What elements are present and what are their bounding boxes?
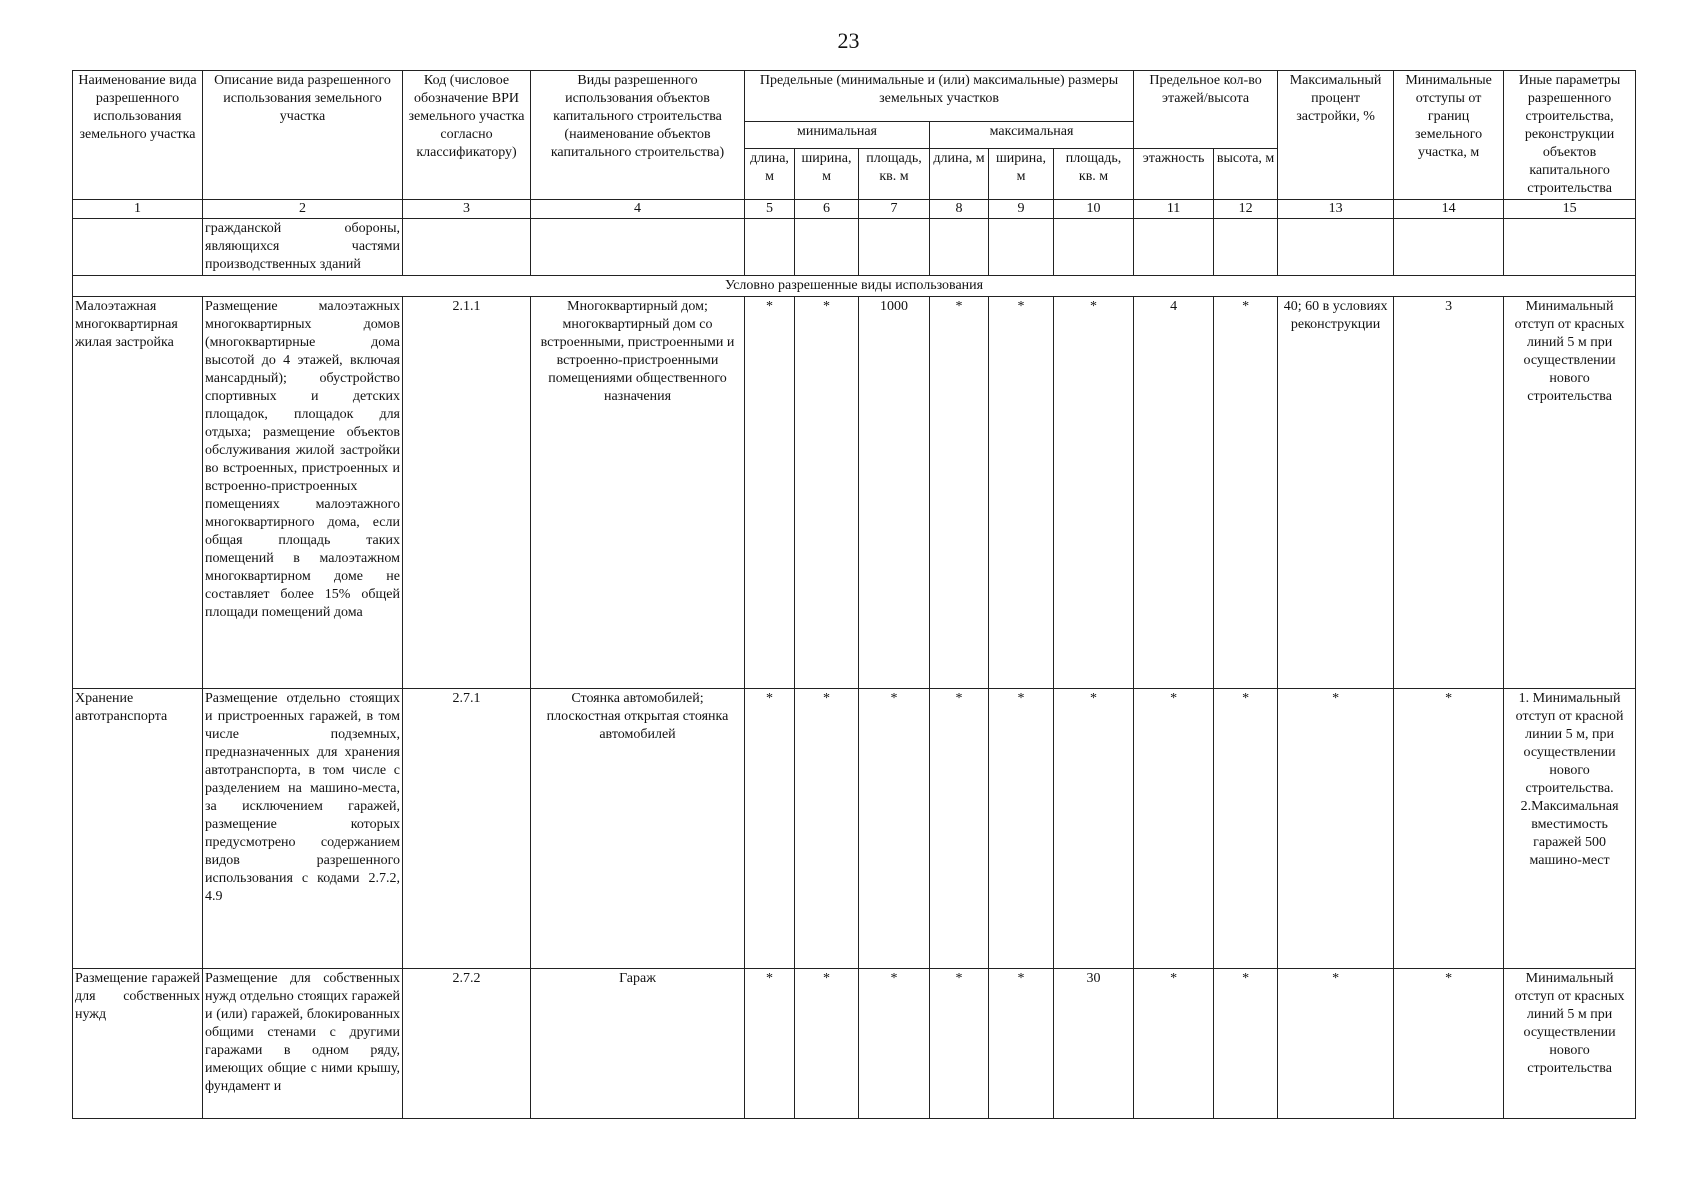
column-number: 14 [1394,200,1504,219]
use-code: 2.7.1 [403,689,531,969]
use-description: Размещение малоэтажных многоквартирных домов (многоквартирные дома высотой до 4 этажей, включая мансардный); обустройство спортивных и детских площадок, площадок для отдыха; размещение объектов обслуживания жилой застройки во встроенных, пристроенных и встроенно-пристроенных помещениях малоэтажного многоквартирного дома, если общая площадь таких помещений в малоэтажном многоквартирном доме не составляет более 15% общей площади помещений дома [203,297,403,689]
header-max: максимальная [930,121,1134,148]
table-row [73,297,1636,689]
column-number: 3 [403,200,531,219]
continuation-row [73,219,1636,276]
other-params: Минимальный отступ от красных линий 5 м при осуществлении нового строительства [1504,297,1636,689]
use-description: Размещение для собственных нужд отдельно стоящих гаражей и (или) гаражей, блокированных общими стенами с другими гаражами в одном ряду, имеющих общие с ними крышу, фундамент и [203,969,403,1119]
max-area: 30 [1054,969,1134,1119]
max-width: * [989,297,1054,689]
coverage: * [1278,689,1394,969]
column-number: 12 [1214,200,1278,219]
use-objects: Гараж [531,969,745,1119]
max-width: * [989,689,1054,969]
use-name: Малоэтажная многоквартирная жилая застройка [73,297,203,689]
use-name: Хранение автотранспорта [73,689,203,969]
min-length: * [745,969,795,1119]
use-code: 2.7.2 [403,969,531,1119]
min-length: * [745,297,795,689]
min-width: * [795,969,859,1119]
column-number: 11 [1134,200,1214,219]
column-number: 15 [1504,200,1636,219]
use-description: Размещение отдельно стоящих и пристроенных гаражей, в том числе подземных, предназначенных для хранения автотранспорта, в том числе с разделением на машино-места, за исключением гаражей, размещение которых предусмотрено содержанием видов разрешенного использования с кодами 2.7.2, 4.9 [203,689,403,969]
header-max-area: площадь, кв. м [1054,149,1134,200]
page-number: 23 [837,28,860,53]
min-width: * [795,689,859,969]
column-number: 13 [1278,200,1394,219]
header-min-area: площадь, кв. м [859,149,930,200]
max-length: * [930,689,989,969]
column-number: 4 [531,200,745,219]
header-name: Наименование вида разрешенного использования земельного участка [73,71,203,200]
header-code: Код (числовое обозначение ВРИ земельного участка согласно классификатору) [403,71,531,200]
min-area: * [859,689,930,969]
coverage: * [1278,969,1394,1119]
max-area: * [1054,297,1134,689]
use-objects: Многоквартирный дом; многоквартирный дом со встроенными, пристроенными и встроенно-пристроенными помещениями общественного назначения [531,297,745,689]
header-max-length: длина, м [930,149,989,200]
column-number: 10 [1054,200,1134,219]
header-min-width: ширина, м [795,149,859,200]
other-params: Минимальный отступ от красных линий 5 м при осуществлении нового строительства [1504,969,1636,1119]
column-number: 8 [930,200,989,219]
column-number: 2 [203,200,403,219]
column-numbers-row [73,200,1636,219]
use-name: Размещение гаражей для собственных нужд [73,969,203,1119]
header-objects: Виды разрешенного использования объектов капитального строительства (наименование объектов капитального строительства) [531,71,745,200]
use-code: 2.1.1 [403,297,531,689]
header-floors-height: Предельное кол-во этажей/высота [1134,71,1278,149]
floors: * [1134,689,1214,969]
height: * [1214,689,1278,969]
height: * [1214,969,1278,1119]
section-row [73,276,1636,297]
header-floors: этажность [1134,149,1214,200]
header-description: Описание вида разрешенного использования земельного участка [203,71,403,200]
zoning-regulations-table [72,70,1636,1119]
continuation-description: гражданской обороны, являющихся частями производственных зданий [203,219,403,276]
max-length: * [930,297,989,689]
other-params: 1. Минимальный отступ от красной линии 5 м, при осуществлении нового строительства. 2.Максимальная вместимость гаражей 500 машино-мест [1504,689,1636,969]
setback: 3 [1394,297,1504,689]
max-length: * [930,969,989,1119]
header-max-width: ширина, м [989,149,1054,200]
table-row [73,969,1636,1119]
header-plot-sizes: Предельные (минимальные и (или) максимальные) размеры земельных участков [745,71,1134,122]
floors: 4 [1134,297,1214,689]
coverage: 40; 60 в условиях реконструкции [1278,297,1394,689]
setback: * [1394,969,1504,1119]
height: * [1214,297,1278,689]
table-row [73,689,1636,969]
min-area: * [859,969,930,1119]
section-title: Условно разрешенные виды использования [73,276,1636,297]
floors: * [1134,969,1214,1119]
setback: * [1394,689,1504,969]
header-coverage: Максимальный процент застройки, % [1278,71,1394,200]
max-area: * [1054,689,1134,969]
max-width: * [989,969,1054,1119]
column-number: 9 [989,200,1054,219]
min-area: 1000 [859,297,930,689]
header-setback: Минимальные отступы от границ земельного участка, м [1394,71,1504,200]
header-other-params: Иные параметры разрешенного строительства, реконструкции объектов капитального строительства [1504,71,1636,200]
header-min-length: длина, м [745,149,795,200]
header-height: высота, м [1214,149,1278,200]
column-number: 7 [859,200,930,219]
header-min: минимальная [745,121,930,148]
column-number: 5 [745,200,795,219]
min-length: * [745,689,795,969]
column-number: 6 [795,200,859,219]
use-objects: Стоянка автомобилей; плоскостная открытая стоянка автомобилей [531,689,745,969]
column-number: 1 [73,200,203,219]
min-width: * [795,297,859,689]
